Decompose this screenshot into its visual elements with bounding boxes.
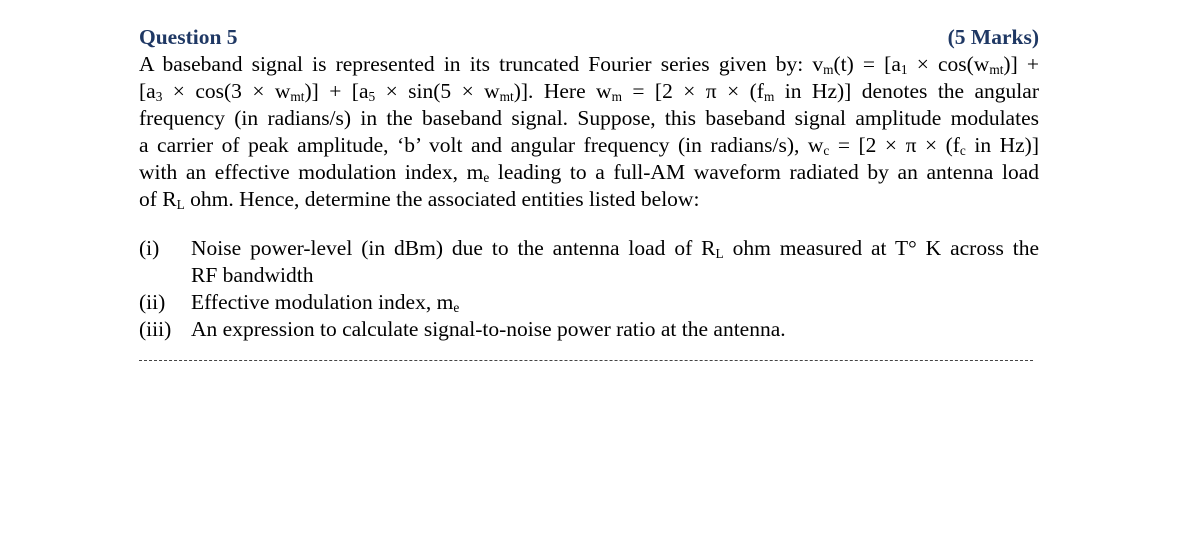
list-item (139, 235, 1039, 289)
item-number: (iii) (139, 317, 172, 341)
item-line: An expression to calculate signal-to-noise power ratio at the antenna. (191, 317, 786, 341)
body-line: of $R_L$ ohm. Hence, determine the associated entities listed below: (139, 187, 700, 212)
item-text (191, 235, 1039, 289)
item-number: (ii) (139, 290, 166, 314)
item-text (191, 289, 1039, 316)
question-block (139, 24, 1039, 343)
body-line: $[a_3 \times \cos(3 \times w_{mt})] + [a_5 \times \sin(5 \times w_{mt})]$. Here $w_m = [2 \times \pi \times (f_m$ in Hz)] denotes the angular (139, 79, 1039, 104)
question-items (139, 235, 1039, 343)
item-line: Noise power-level (in dBm) due to the antenna load of $R_L$ ohm measured at T° K across the (191, 236, 1039, 261)
body-line: with an effective modulation index, $m_e$ leading to a full-AM waveform radiated by an antenna load (139, 160, 1039, 185)
item-line: Effective modulation index, $m_e$ (191, 290, 460, 315)
question-marks: (5 Marks) (947, 25, 1039, 49)
body-line: a carrier of peak amplitude, ‘b’ volt and angular frequency (in radians/s), $w_c = [2 \times \pi \times (f_c$ in Hz)] (139, 133, 1039, 158)
body-line: A baseband signal is represented in its truncated Fourier series given by: $v_m(t) = [a_1 \times \cos(w_{mt})]$ + (139, 52, 1039, 77)
question-header (139, 24, 1039, 51)
item-text (191, 316, 1039, 343)
item-number: (i) (139, 236, 160, 260)
list-item (139, 316, 1039, 343)
list-item (139, 289, 1039, 316)
body-line: frequency (in radians/s) in the baseband signal. Suppose, this baseband signal amplitude modulates (139, 106, 1039, 130)
dashed-divider (139, 360, 1033, 361)
question-title: Question 5 (139, 25, 238, 49)
question-body (139, 51, 1039, 213)
item-line: RF bandwidth (191, 263, 314, 287)
